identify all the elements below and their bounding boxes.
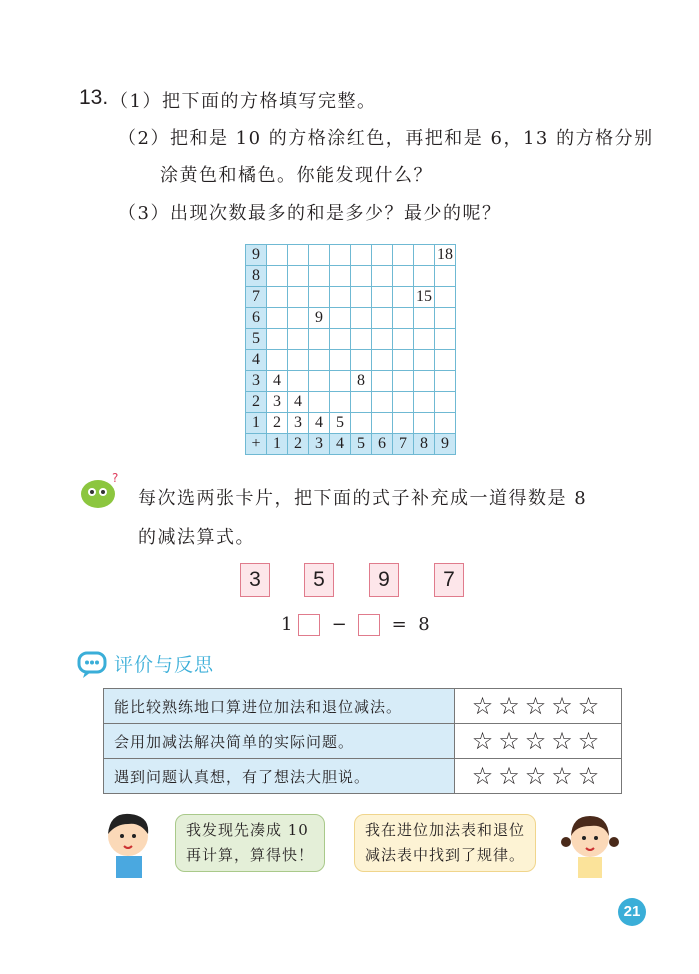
- column-addend: 4: [330, 434, 351, 455]
- grid-cell[interactable]: [393, 371, 414, 392]
- answer-box[interactable]: [358, 614, 380, 636]
- grid-cell[interactable]: [288, 245, 309, 266]
- grid-cell[interactable]: [414, 266, 435, 287]
- star-rating[interactable]: ☆☆☆☆☆: [455, 724, 622, 759]
- row-addend: 3: [246, 371, 267, 392]
- grid-cell[interactable]: [309, 371, 330, 392]
- grid-cell[interactable]: [435, 413, 456, 434]
- grid-cell[interactable]: 8: [351, 371, 372, 392]
- grid-cell[interactable]: [288, 266, 309, 287]
- grid-cell[interactable]: [267, 287, 288, 308]
- column-addend: 2: [288, 434, 309, 455]
- grid-cell[interactable]: [414, 413, 435, 434]
- column-addend: 6: [372, 434, 393, 455]
- grid-cell[interactable]: [330, 308, 351, 329]
- grid-cell[interactable]: 2: [267, 413, 288, 434]
- minus-sign: −: [331, 614, 347, 635]
- evaluation-title: 评价与反思: [114, 654, 215, 676]
- grid-cell[interactable]: [330, 329, 351, 350]
- grid-cell[interactable]: [435, 329, 456, 350]
- row-addend: 4: [246, 350, 267, 371]
- grid-cell[interactable]: [414, 245, 435, 266]
- row-addend: 6: [246, 308, 267, 329]
- grid-cell[interactable]: [393, 308, 414, 329]
- evaluation-criterion: 会用加减法解决简单的实际问题。: [104, 724, 455, 759]
- grid-cell[interactable]: [288, 287, 309, 308]
- svg-text:?: ?: [112, 471, 119, 485]
- grid-cell[interactable]: [414, 329, 435, 350]
- grid-row: [246, 350, 456, 371]
- grid-cell[interactable]: [267, 245, 288, 266]
- equation-prefix: 1: [281, 614, 293, 635]
- problem-part-2: （2）把和是 10 的方格涂红色，再把和是 6，13 的方格分别: [118, 128, 654, 149]
- page-number: 21: [618, 898, 646, 926]
- star-rating[interactable]: ☆☆☆☆☆: [455, 689, 622, 724]
- column-addend: 3: [309, 434, 330, 455]
- grid-cell[interactable]: 3: [288, 413, 309, 434]
- grid-row: [246, 413, 456, 434]
- row-addend: 2: [246, 392, 267, 413]
- grid-cell[interactable]: [267, 350, 288, 371]
- grid-cell[interactable]: [393, 413, 414, 434]
- problem-part-3: （3）出现次数最多的和是多少？最少的呢？: [118, 203, 502, 224]
- grid-cell[interactable]: [288, 350, 309, 371]
- grid-cell[interactable]: [372, 329, 393, 350]
- grid-cell[interactable]: [435, 287, 456, 308]
- evaluation-criterion: 遇到问题认真想，有了想法大胆说。: [104, 759, 455, 794]
- evaluation-criterion: 能比较熟练地口算进位加法和退位减法。: [104, 689, 455, 724]
- puzzle-line-2: 的减法算式。: [138, 527, 255, 548]
- grid-cell[interactable]: [330, 245, 351, 266]
- addition-grid: [245, 244, 456, 455]
- grid-cell[interactable]: [309, 287, 330, 308]
- subtraction-equation: [281, 614, 430, 636]
- grid-cell[interactable]: [267, 308, 288, 329]
- grid-cell[interactable]: 4: [267, 371, 288, 392]
- number-card[interactable]: 9: [369, 563, 399, 597]
- grid-cell[interactable]: [309, 350, 330, 371]
- evaluation-table: [103, 688, 622, 794]
- number-card[interactable]: 7: [434, 563, 464, 597]
- grid-cell[interactable]: [351, 413, 372, 434]
- grid-cell[interactable]: [330, 392, 351, 413]
- grid-cell[interactable]: [414, 392, 435, 413]
- grid-row: [246, 266, 456, 287]
- answer-box[interactable]: [298, 614, 320, 636]
- mascot-icon: [78, 470, 122, 510]
- grid-row: [246, 329, 456, 350]
- problem-part-2-cont: 涂黄色和橘色。你能发现什么？: [160, 165, 433, 186]
- grid-cell[interactable]: [330, 287, 351, 308]
- grid-cell[interactable]: [414, 308, 435, 329]
- grid-cell[interactable]: [435, 350, 456, 371]
- column-addend: +: [246, 434, 267, 455]
- grid-cell[interactable]: [330, 371, 351, 392]
- grid-row: [246, 245, 456, 266]
- evaluation-row: [104, 689, 622, 724]
- grid-cell[interactable]: [372, 371, 393, 392]
- equals-sign: =: [391, 614, 407, 635]
- grid-cell[interactable]: [414, 350, 435, 371]
- grid-footer-row: [246, 434, 456, 455]
- row-addend: 9: [246, 245, 267, 266]
- number-card[interactable]: 3: [240, 563, 270, 597]
- grid-cell[interactable]: [372, 308, 393, 329]
- grid-cell[interactable]: [372, 245, 393, 266]
- row-addend: 5: [246, 329, 267, 350]
- grid-cell[interactable]: [288, 308, 309, 329]
- problem-part-1: （1）把下面的方格填写完整。: [110, 91, 377, 112]
- grid-cell[interactable]: [330, 266, 351, 287]
- grid-cell[interactable]: [393, 266, 414, 287]
- bubble-line: 我发现先凑成 10: [186, 821, 309, 839]
- problem-number: 13.: [79, 86, 109, 109]
- column-addend: 1: [267, 434, 288, 455]
- equation-result: 8: [418, 614, 430, 635]
- grid-cell[interactable]: 4: [309, 413, 330, 434]
- column-addend: 9: [435, 434, 456, 455]
- grid-cell[interactable]: [435, 266, 456, 287]
- boy-speech-bubble: [175, 814, 325, 872]
- grid-cell[interactable]: [351, 266, 372, 287]
- grid-cell[interactable]: 15: [414, 287, 435, 308]
- grid-cell[interactable]: [288, 371, 309, 392]
- grid-cell[interactable]: [372, 350, 393, 371]
- grid-cell[interactable]: [288, 329, 309, 350]
- grid-cell[interactable]: [351, 350, 372, 371]
- column-addend: 5: [351, 434, 372, 455]
- grid-cell[interactable]: [435, 371, 456, 392]
- grid-cell[interactable]: [414, 371, 435, 392]
- grid-row: [246, 287, 456, 308]
- evaluation-row: [104, 724, 622, 759]
- grid-cell[interactable]: [393, 350, 414, 371]
- grid-cell[interactable]: 4: [288, 392, 309, 413]
- grid-cell[interactable]: 18: [435, 245, 456, 266]
- column-addend: 7: [393, 434, 414, 455]
- grid-cell[interactable]: [309, 266, 330, 287]
- grid-cell[interactable]: 3: [267, 392, 288, 413]
- grid-cell[interactable]: [393, 392, 414, 413]
- row-addend: 7: [246, 287, 267, 308]
- star-rating[interactable]: ☆☆☆☆☆: [455, 759, 622, 794]
- grid-cell[interactable]: [372, 392, 393, 413]
- grid-cell[interactable]: [372, 413, 393, 434]
- grid-cell[interactable]: [351, 308, 372, 329]
- row-addend: 1: [246, 413, 267, 434]
- evaluation-row: [104, 759, 622, 794]
- chat-bubble-icon: [76, 649, 108, 679]
- puzzle-line-1: 每次选两张卡片，把下面的式子补充成一道得数是 8: [138, 488, 588, 509]
- grid-cell[interactable]: [372, 266, 393, 287]
- grid-cell[interactable]: [351, 329, 372, 350]
- grid-row: [246, 392, 456, 413]
- grid-cell[interactable]: [372, 287, 393, 308]
- grid-cell[interactable]: [330, 350, 351, 371]
- grid-cell[interactable]: [309, 245, 330, 266]
- grid-cell[interactable]: 5: [330, 413, 351, 434]
- bubble-line: 我在进位加法表和退位: [365, 821, 526, 839]
- grid-row: [246, 371, 456, 392]
- grid-cell[interactable]: 9: [309, 308, 330, 329]
- grid-cell[interactable]: [267, 329, 288, 350]
- bubble-line: 再计算，算得快！: [186, 846, 315, 864]
- number-card[interactable]: 5: [304, 563, 334, 597]
- column-addend: 8: [414, 434, 435, 455]
- grid-cell[interactable]: [309, 392, 330, 413]
- grid-cell[interactable]: [351, 392, 372, 413]
- grid-row: [246, 308, 456, 329]
- grid-cell[interactable]: [393, 245, 414, 266]
- boy-illustration: [100, 808, 160, 878]
- grid-cell[interactable]: [351, 245, 372, 266]
- grid-cell[interactable]: [393, 329, 414, 350]
- grid-cell[interactable]: [435, 308, 456, 329]
- grid-cell[interactable]: [435, 392, 456, 413]
- grid-cell[interactable]: [393, 287, 414, 308]
- grid-cell[interactable]: [267, 266, 288, 287]
- girl-illustration: [560, 808, 620, 878]
- grid-cell[interactable]: [351, 287, 372, 308]
- row-addend: 8: [246, 266, 267, 287]
- grid-cell[interactable]: [309, 329, 330, 350]
- girl-speech-bubble: [354, 814, 536, 872]
- bubble-line: 减法表中找到了规律。: [365, 846, 526, 864]
